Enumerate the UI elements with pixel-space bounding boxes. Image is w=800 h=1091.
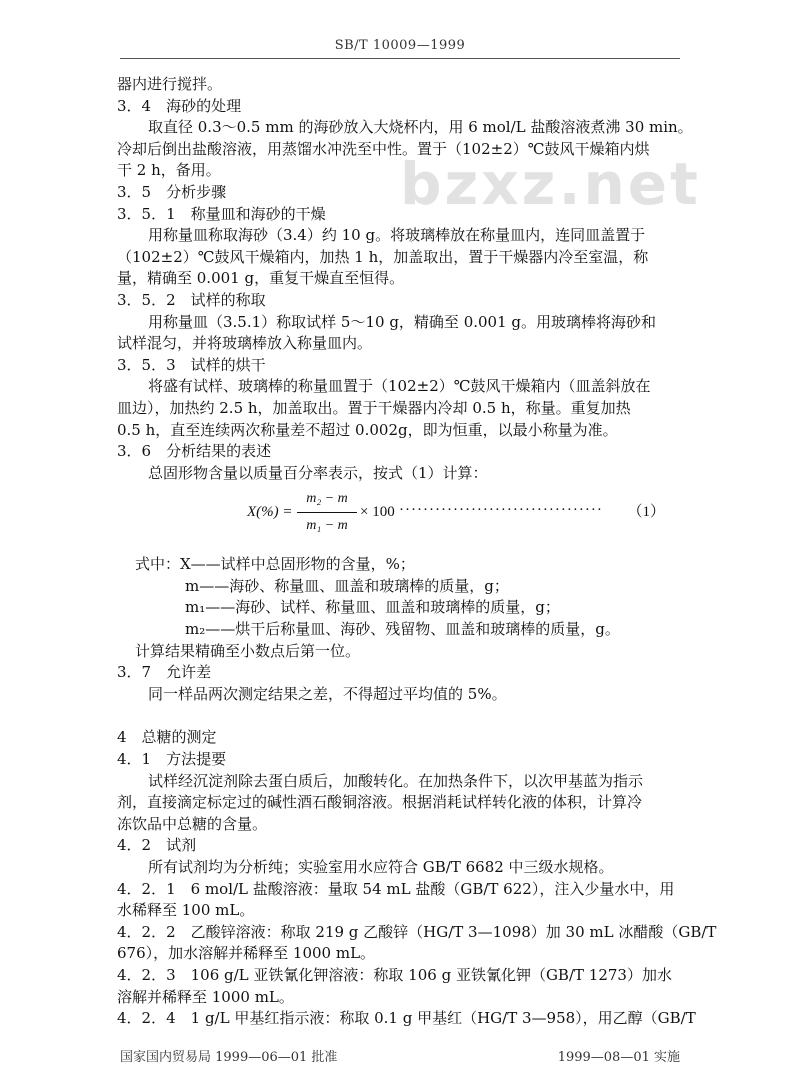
text-line: （102±2）℃鼓风干燥箱内，加热 1 h，加盖取出，置于干燥器内冷至室温，称	[117, 247, 649, 266]
formula-1	[117, 484, 685, 554]
text-line: 0.5 h，直至连续两次称量差不超过 0.002g，即为恒重，以最小称量为准。	[117, 420, 618, 439]
implementation-footer: 1999—08—01 实施	[557, 1050, 680, 1065]
section-heading-4-2: 4．2 试剂	[117, 836, 197, 855]
text-line: 4．2．2 乙酸锌溶液：称取 219 g 乙酸锌（HG/T 3—1098）加 30 mL 冰醋酸（GB/T	[117, 922, 717, 941]
definition-line: 式中：X——试样中总固形物的含量，%；	[135, 555, 415, 574]
text-line: 水稀释至 100 mL。	[117, 901, 255, 920]
section-heading-3-4: 3．4 海砂的处理	[117, 96, 242, 115]
section-heading-3-5-3: 3．5．3 试样的烘干	[117, 355, 266, 374]
document-body	[117, 74, 717, 1030]
watermark-text: bzxz.net	[400, 150, 701, 218]
definition-line: m₂——烘干后称量皿、海砂、残留物、皿盖和玻璃棒的质量，g。	[185, 620, 620, 639]
text-line: 将盛有试样、玻璃棒的称量皿置于（102±2）℃鼓风干燥箱内（皿盖斜放在	[148, 377, 651, 396]
section-heading-3-5-1: 3．5．1 称量皿和海砂的干燥	[117, 204, 326, 223]
section-heading-3-6: 3．6 分析结果的表述	[117, 442, 272, 461]
section-heading-3-7: 3．7 允许差	[117, 663, 212, 682]
text-line: 剂，直接滴定标定过的碱性酒石酸铜溶液。根据消耗试样转化液的体积，计算冷	[117, 793, 643, 812]
text-line: 冻饮品中总糖的含量。	[117, 814, 268, 833]
formula-denominator: m₁ − m	[306, 517, 348, 533]
text-line: 量，精确至 0.001 g，重复干燥直至恒得。	[117, 269, 405, 288]
text-line: 用称量皿称取海砂（3.4）约 10 g。将玻璃棒放在称量皿内，连同皿盖置于	[148, 226, 646, 245]
formula-fraction	[297, 488, 357, 536]
paragraph-gap	[117, 705, 685, 727]
section-heading-4-1: 4．1 方法提要	[117, 750, 227, 769]
text-line: 4．2．1 6 mol/L 盐酸溶液：量取 54 mL 盐酸（GB/T 622），注入少量水中，用	[117, 879, 675, 898]
formula-lhs: X(%) =	[247, 504, 293, 521]
definition-line: m——海砂、称量皿、皿盖和玻璃棒的质量，g；	[185, 576, 509, 595]
definition-line: m₁——海砂、试样、称量皿、皿盖和玻璃棒的质量，g；	[185, 598, 560, 617]
text-line: 试样经沉淀剂除去蛋白质后，加酸转化。在加热条件下，以次甲基蓝为指示	[148, 771, 644, 790]
text-line: 4．2．4 1 g/L 甲基红指示液：称取 0.1 g 甲基红（HG/T 3—958），用乙醇（GB/T	[117, 1009, 696, 1028]
text-line: 干 2 h，备用。	[117, 161, 221, 180]
approval-footer: 国家国内贸易局 1999—06—01 批准	[120, 1050, 338, 1065]
text-line: 676），加水溶解并稀释至 1000 mL。	[117, 944, 376, 963]
text-line: 同一样品两次测定结果之差，不得超过平均值的 5%。	[148, 684, 507, 703]
standard-code-header: SB/T 10009—1999	[334, 38, 466, 53]
text-line: 所有试剂均为分析纯；实验室用水应符合 GB/T 6682 中三级水规格。	[148, 858, 614, 876]
text-line: 溶解并稀释至 1000 mL。	[117, 987, 294, 1006]
text-line: 器内进行搅拌。	[117, 75, 223, 93]
formula-numerator: m₂ − m	[297, 488, 357, 513]
formula-number: （1）	[627, 504, 665, 521]
section-heading-4: 4 总糖的测定	[117, 728, 217, 747]
text-line: 总固形物含量以质量百分率表示，按式（1）计算：	[148, 463, 488, 482]
formula-times: × 100	[360, 504, 395, 521]
definition-line: 计算结果精确至小数点后第一位。	[135, 641, 361, 660]
formula-leader-dots: ··································	[399, 502, 603, 519]
header-rule	[120, 58, 680, 59]
text-line: 试样混匀，并将玻璃棒放入称量皿内。	[117, 334, 373, 353]
text-line: 皿边），加热约 2.5 h，加盖取出。置于干燥器内冷却 0.5 h，称量。重复加热	[117, 398, 631, 417]
section-heading-3-5: 3．5 分析步骤	[117, 182, 227, 201]
text-line: 4．2．3 106 g/L 亚铁氰化钾溶液：称取 106 g 亚铁氰化钾（GB/T 1273）加水	[117, 965, 672, 984]
text-line: 取直径 0.3～0.5 mm 的海砂放入大烧杯内，用 6 mol/L 盐酸溶液煮沸 30 min。	[148, 118, 693, 137]
text-line: 用称量皿（3.5.1）称取试样 5～10 g，精确至 0.001 g。用玻璃棒将海砂和	[148, 312, 657, 331]
section-heading-3-5-2: 3．5．2 试样的称取	[117, 290, 266, 309]
text-line: 冷却后倒出盐酸溶液，用蒸馏水冲洗至中性。置于（102±2）℃鼓风干燥箱内烘	[117, 139, 650, 158]
